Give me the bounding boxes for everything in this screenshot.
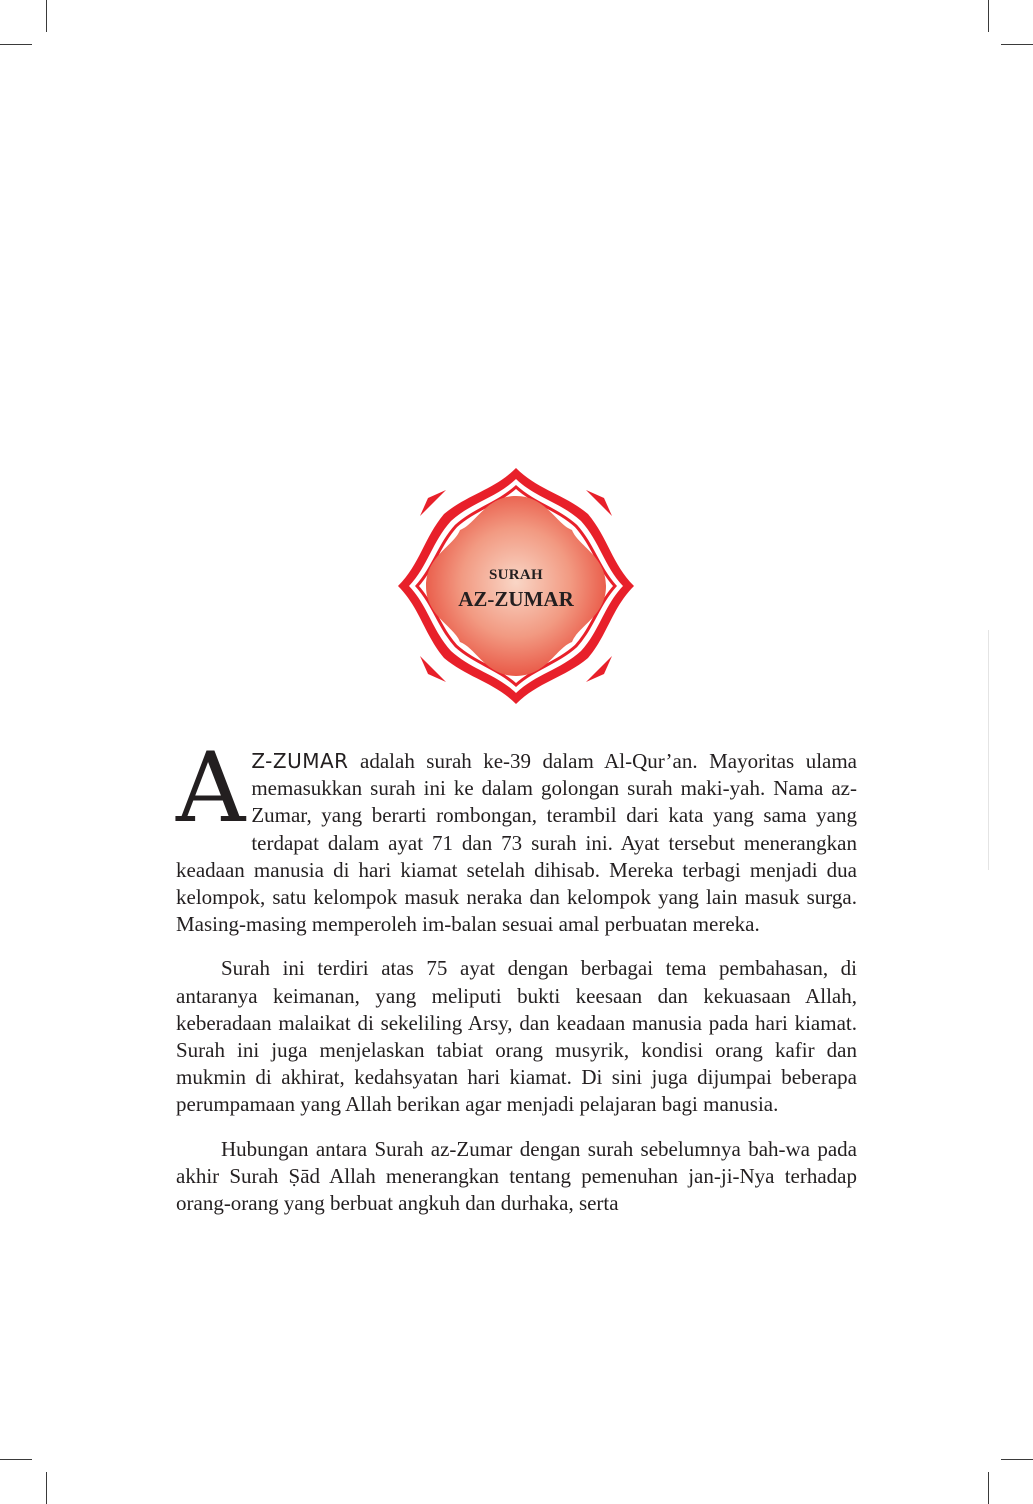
drop-cap: A xyxy=(176,732,246,844)
paragraph-1 xyxy=(176,732,857,938)
emblem-label-surah: SURAH xyxy=(488,567,543,583)
crop-mark-bottom-left xyxy=(46,1472,47,1504)
crop-mark-bottom-left-h xyxy=(0,1459,32,1460)
lead-in: Z-ZUMAR xyxy=(251,749,349,773)
paragraph-3: Hubungan antara Surah az-Zumar dengan surah sebelumnya bah-wa pada akhir Surah Ṣād Allah menerangkan tentang pemenuhan jan-ji-Nya terhadap orang-orang yang berbuat angkuh dan durhaka, serta xyxy=(176,1136,857,1216)
paragraph-1-text: adalah surah ke-39 dalam Al-Qur’an. Mayoritas ulama memasukkan surah ini ke dalam golongan surah maki-yah. Nama az-Zumar, yang berarti rombongan, terambil dari kata yang sama yang terdapat dalam ayat 71 dan 73 surah ini. Ayat tersebut menerangkan keadaan manusia di hari kiamat setelah dihisab. Mereka terbagi menjadi dua kelompok, satu kelompok masuk neraka dan kelompok yang lain masuk surga. Masing-masing memperoleh im-balan sesuai amal perbuatan mereka. xyxy=(176,749,857,937)
crop-mark-top-left xyxy=(46,0,47,32)
crop-mark-top-right-h xyxy=(1001,44,1033,45)
crop-mark-bottom-right xyxy=(988,1472,989,1504)
paragraph-2: Surah ini terdiri atas 75 ayat dengan berbagai tema pembahasan, di antaranya keimanan, yang meliputi bukti keesaan dan kekuasaan Allah, keberadaan malaikat di sekeliling Arsy, dan keadaan manusia pada hari kiamat. Surah ini juga menjelaskan tabiat orang musyrik, kondisi orang kafir dan mukmin di akhirat, kedahsyatan hari kiamat. Di sini juga dijumpai beberapa perumpamaan yang Allah berikan agar menjadi pelajaran bagi manusia. xyxy=(176,956,857,1117)
emblem-title xyxy=(396,566,636,612)
emblem-label-name: AZ-ZUMAR xyxy=(458,587,574,611)
crop-mark-top-left-h xyxy=(0,44,32,45)
crop-mark-top-right xyxy=(988,0,989,32)
article-body xyxy=(176,732,857,1234)
side-margin-line xyxy=(988,630,989,870)
crop-mark-bottom-right-h xyxy=(1001,1459,1033,1460)
